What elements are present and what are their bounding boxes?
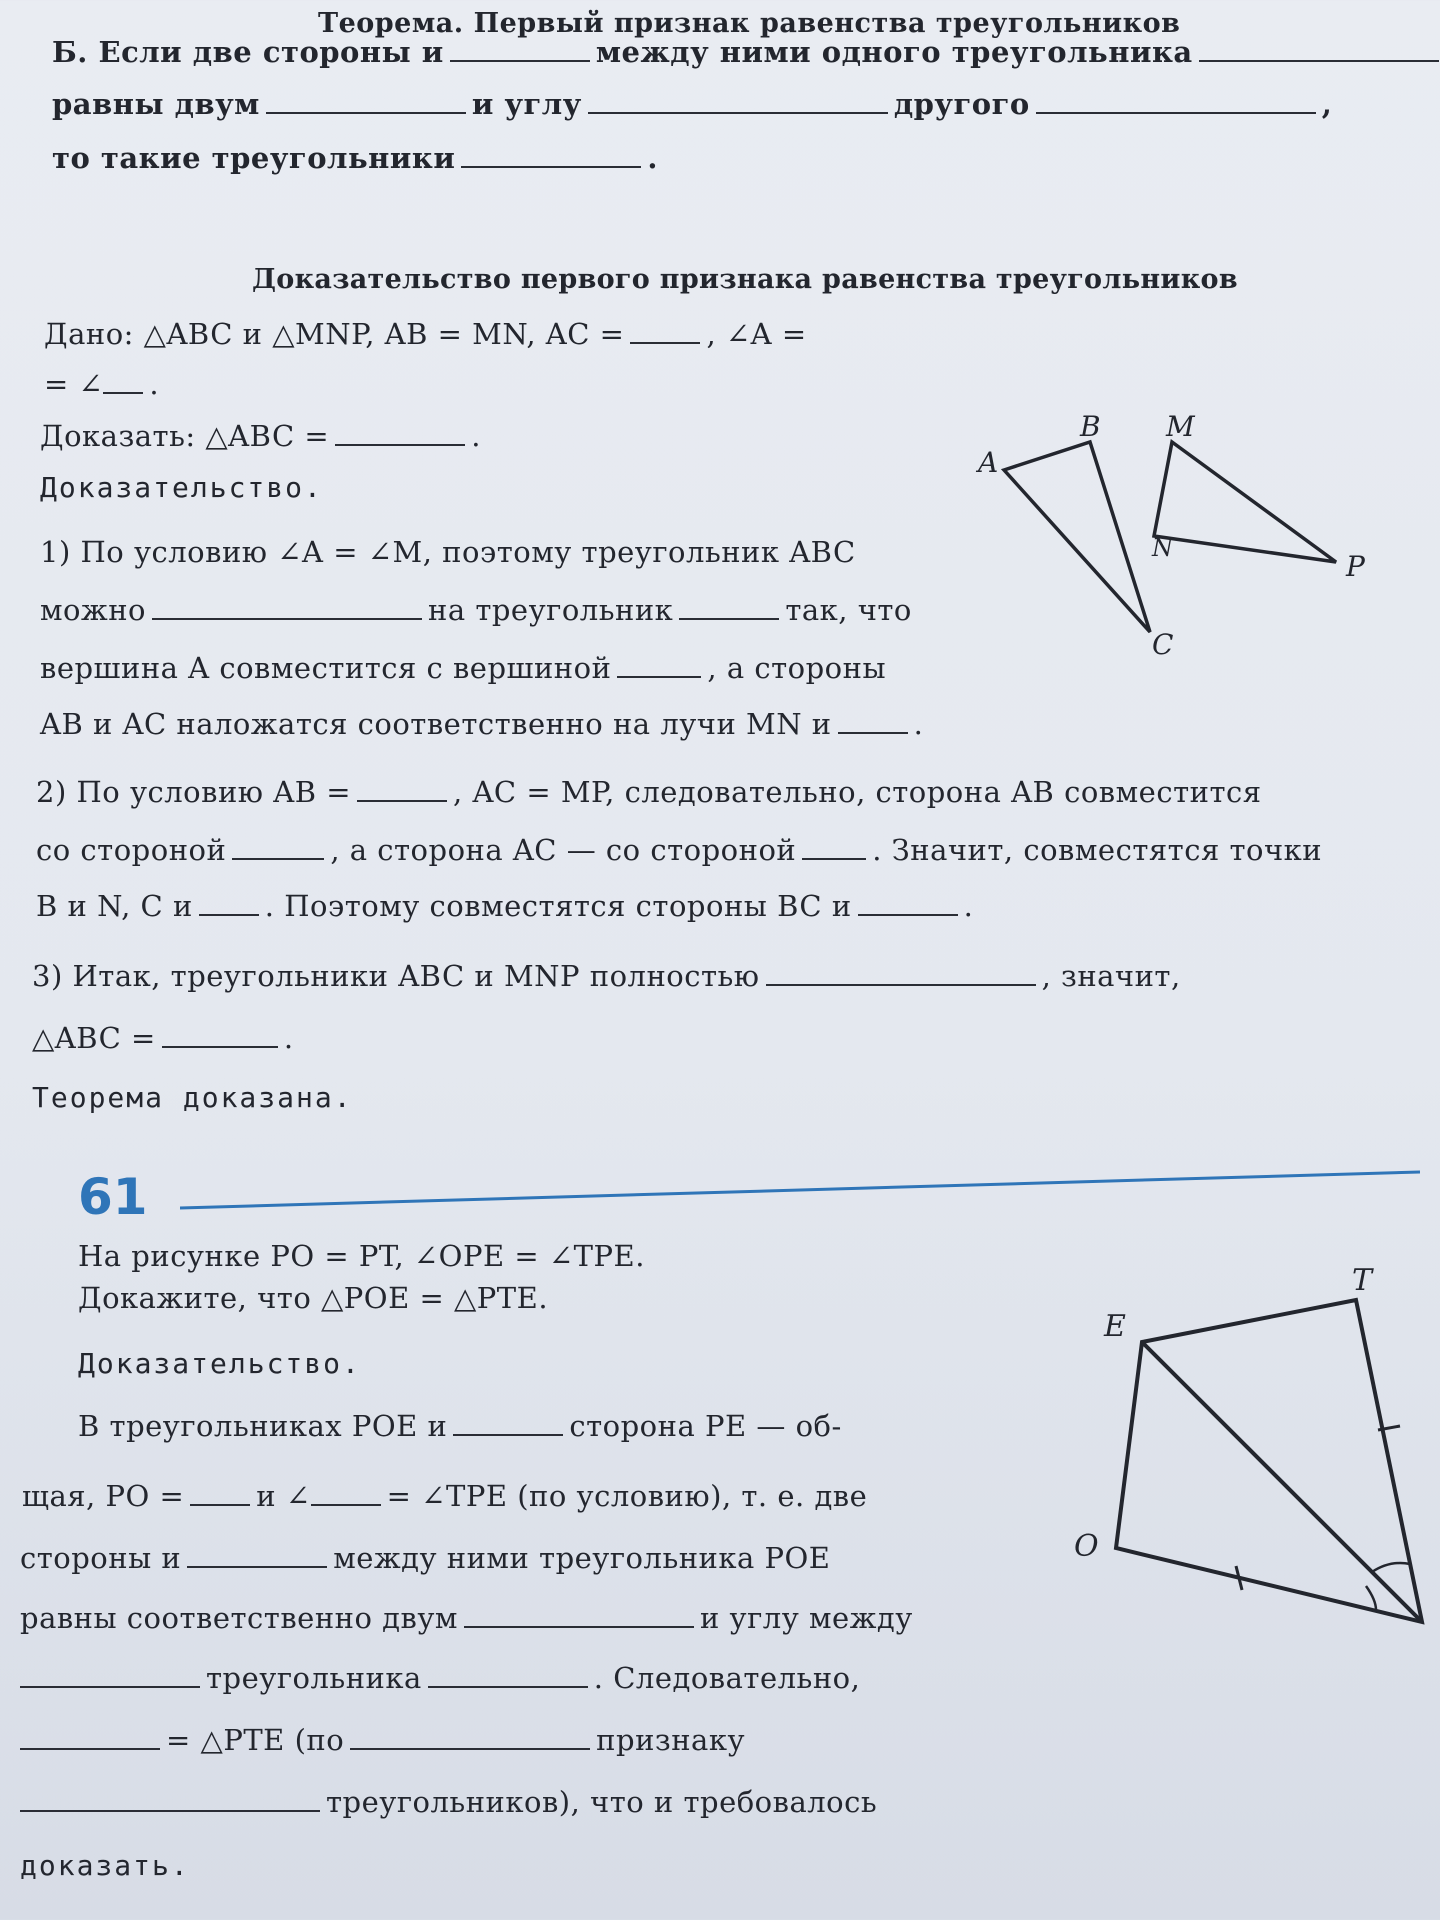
answer-blank[interactable]: [357, 774, 447, 802]
answer-blank[interactable]: [232, 832, 324, 860]
label-e: E: [1104, 1309, 1126, 1344]
answer-blank[interactable]: [20, 1722, 160, 1750]
step3-line-1: [32, 958, 1181, 994]
text: Доказать: △ABC =: [40, 419, 330, 453]
task-condition-1: На рисунке PO = PT, ∠OPE = ∠TPE.: [78, 1239, 645, 1273]
text: .: [283, 1021, 294, 1055]
step1-line-4: [40, 706, 923, 742]
text: , AC = MP, следовательно, сторона AB совместится: [453, 775, 1262, 809]
text: . Следовательно,: [593, 1661, 861, 1695]
answer-blank[interactable]: [450, 34, 590, 62]
task-condition-2: Докажите, что △POE = △PTE.: [78, 1281, 549, 1315]
answer-blank[interactable]: [453, 1408, 563, 1436]
task-number: 61: [78, 1168, 148, 1226]
task-proof-line-7: [20, 1784, 877, 1820]
answer-blank[interactable]: [461, 140, 641, 168]
text: со стороной: [36, 833, 227, 867]
text: , ∠A =: [706, 317, 807, 351]
section-b-line-1: [52, 34, 1440, 70]
answer-blank[interactable]: [190, 1478, 250, 1506]
section-b-line-2: [52, 86, 1332, 122]
theorem-proved: Теорема доказана.: [32, 1081, 353, 1114]
answer-blank[interactable]: [1199, 34, 1439, 62]
text: .: [963, 889, 974, 923]
section-b-line-3: [52, 140, 658, 176]
given-line-1: [44, 316, 807, 352]
step2-line-1: [36, 774, 1262, 810]
text: .: [647, 141, 658, 175]
text: так, что: [785, 593, 912, 627]
text: △ABC =: [32, 1021, 156, 1055]
task-proof-label: Доказательство.: [78, 1347, 361, 1380]
text: треугольников), что и требовалось: [326, 1785, 878, 1819]
triangle-abc: [1004, 442, 1150, 632]
angle-arc-1: [1372, 1563, 1410, 1572]
text: В треугольниках POE и: [78, 1409, 448, 1443]
answer-blank[interactable]: [464, 1600, 694, 1628]
triangle-mnp: [1154, 442, 1336, 562]
answer-blank[interactable]: [335, 418, 465, 446]
text: .: [471, 419, 481, 453]
answer-blank[interactable]: [350, 1722, 590, 1750]
text: 3) Итак, треугольники ABC и MNP полностью: [32, 959, 760, 993]
text: и углу между: [699, 1601, 913, 1635]
label-a: A: [978, 446, 999, 479]
text: , а стороны: [707, 651, 887, 685]
text: признаку: [596, 1723, 746, 1757]
text: Б. Если две стороны и: [52, 35, 444, 69]
text: между ними одного треугольника: [595, 35, 1193, 69]
text: .: [913, 707, 924, 741]
label-c: C: [1152, 628, 1174, 661]
text: стороны и: [20, 1541, 182, 1575]
answer-blank[interactable]: [152, 592, 422, 620]
text: равны соответственно двум: [20, 1601, 458, 1635]
prove-line: [40, 418, 481, 454]
text: можно: [40, 593, 146, 627]
answer-blank[interactable]: [766, 958, 1036, 986]
answer-blank[interactable]: [588, 86, 888, 114]
text: 2) По условию AB =: [36, 775, 352, 809]
task-proof-line-5: [20, 1660, 860, 1696]
task-proof-line-8: доказать.: [20, 1849, 190, 1882]
text: AB и AC наложатся соответственно на лучи MN и: [40, 707, 832, 741]
text: вершина A совместится с вершиной: [40, 651, 612, 685]
task-proof-line-4: [20, 1600, 913, 1636]
text: треугольника: [206, 1661, 422, 1695]
answer-blank[interactable]: [103, 366, 143, 394]
figure-quadrilateral-poet: [1060, 1260, 1440, 1640]
label-o: O: [1074, 1529, 1099, 1564]
task-proof-line-2: [22, 1478, 867, 1514]
task-proof-line-6: [20, 1722, 745, 1758]
text: ,: [1321, 87, 1333, 121]
text: то такие треугольники: [52, 141, 456, 175]
text: , значит,: [1041, 959, 1181, 993]
task-divider-line: [180, 1168, 1420, 1214]
task-proof-line-3: [20, 1540, 830, 1576]
answer-blank[interactable]: [802, 832, 866, 860]
text: .: [149, 367, 160, 401]
answer-blank[interactable]: [617, 650, 701, 678]
text: B и N, C и: [36, 889, 193, 923]
text: равны двум: [52, 87, 260, 121]
answer-blank[interactable]: [679, 592, 779, 620]
answer-blank[interactable]: [266, 86, 466, 114]
text: = △PTE (по: [166, 1723, 345, 1757]
figure-triangles-abc-mnp: [960, 410, 1400, 670]
label-b: B: [1080, 410, 1101, 443]
step1-line-3: [40, 650, 886, 686]
answer-blank[interactable]: [630, 316, 700, 344]
text: и ∠: [256, 1479, 311, 1513]
text: другого: [893, 87, 1030, 121]
text: и углу: [471, 87, 582, 121]
text: . Поэтому совместятся стороны BC и: [264, 889, 852, 923]
step1-line-1: 1) По условию ∠A = ∠M, поэтому треугольник ABC: [40, 535, 856, 569]
text: = ∠: [44, 367, 104, 401]
step1-line-2: [40, 592, 912, 628]
step3-line-2: [32, 1020, 294, 1056]
text: сторона PE — об-: [569, 1409, 842, 1443]
answer-blank[interactable]: [187, 1540, 327, 1568]
step2-line-3: [36, 888, 973, 924]
answer-blank[interactable]: [311, 1478, 381, 1506]
text: щая, PO =: [22, 1479, 185, 1513]
label-p: P: [1346, 550, 1365, 583]
given-line-2: [44, 366, 159, 402]
step2-line-2: [36, 832, 1322, 868]
task-proof-line-1: [78, 1408, 842, 1444]
theorem-title: Теорема. Первый признак равенства треугольников: [318, 8, 1181, 39]
text: между ними треугольника POE: [333, 1541, 831, 1575]
answer-blank[interactable]: [20, 1784, 320, 1812]
diagonal-ep: [1142, 1342, 1422, 1622]
text: . Значит, совместятся точки: [872, 833, 1323, 867]
answer-blank[interactable]: [858, 888, 958, 916]
answer-blank[interactable]: [428, 1660, 588, 1688]
answer-blank[interactable]: [1036, 86, 1316, 114]
proof-heading: Доказательство первого признака равенства треугольников: [252, 264, 1238, 295]
answer-blank[interactable]: [199, 888, 259, 916]
label-t: T: [1352, 1263, 1373, 1298]
label-n: N: [1152, 534, 1173, 562]
label-m: M: [1166, 410, 1195, 443]
answer-blank[interactable]: [162, 1020, 278, 1048]
angle-arc-2: [1366, 1586, 1376, 1610]
answer-blank[interactable]: [20, 1660, 200, 1688]
text: Дано: △ABC и △MNP, AB = MN, AC =: [44, 317, 625, 351]
answer-blank[interactable]: [838, 706, 908, 734]
text: = ∠TPE (по условию), т. е. две: [386, 1479, 868, 1513]
text: на треугольник: [427, 593, 674, 627]
text: , а сторона AC — со стороной: [330, 833, 797, 867]
proof-label: Доказательство.: [40, 471, 323, 504]
